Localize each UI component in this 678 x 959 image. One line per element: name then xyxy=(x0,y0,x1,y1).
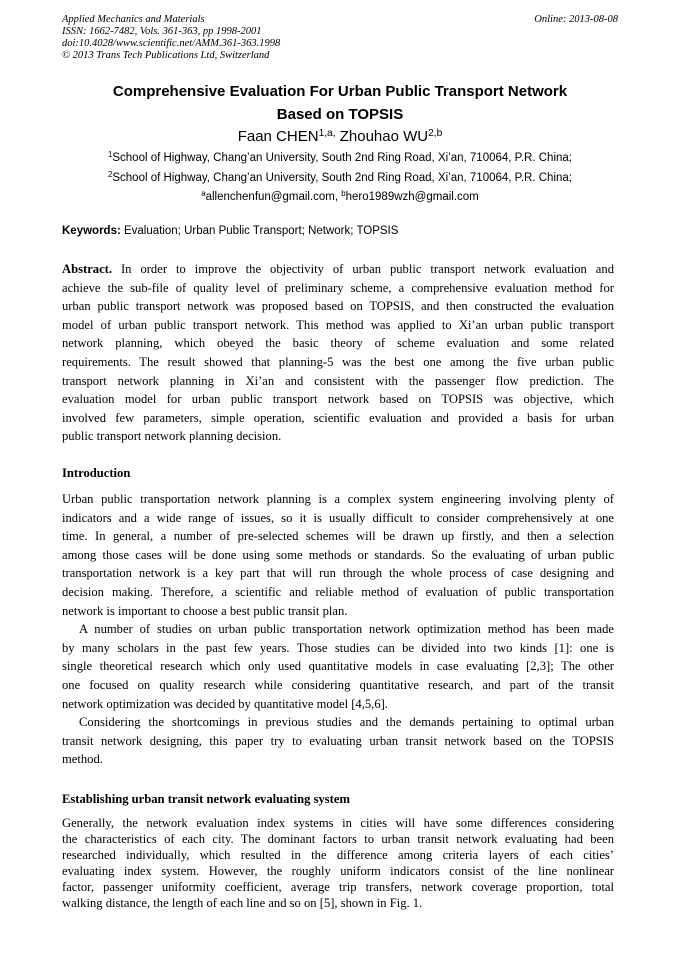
abstract-line: urban public transport network was proposed based on TOPSIS, and then constructed the evaluation xyxy=(62,299,614,314)
author-2-sup: 2,b xyxy=(428,127,443,139)
section-heading-evaluating-system: Establishing urban transit network evaluating system xyxy=(62,792,350,806)
paragraph-line: by many scholars in the past few years. Those studies can be divided into two kinds [1]: one is xyxy=(62,640,614,655)
abstract-line-text: In order to improve the objectivity of urban public transport network evaluation and xyxy=(112,262,614,276)
journal-header xyxy=(62,14,618,62)
abstract-line: public transport network planning decision. xyxy=(62,429,282,444)
abstract-line: involved few parameters, simple operation, scientific evaluation and provided a basis for urban xyxy=(62,410,614,425)
affiliation-1-text: School of Highway, Chang’an University, South 2nd Ring Road, Xi’an, 710064, P.R. China; xyxy=(112,152,572,164)
paragraph-line: among those cases will be done using some methods or standards. So the evaluating of urban public xyxy=(62,547,614,562)
paragraph-line: method. xyxy=(62,752,103,767)
online-date: Online: 2013-08-08 xyxy=(534,14,618,25)
doi-line: doi:10.4028/www.scientific.net/AMM.361-363.1998 xyxy=(62,38,281,49)
email-a-sup: a xyxy=(201,189,206,199)
paragraph-line: one focused on quality research while considering quantitative research, and part of the transit xyxy=(62,677,614,692)
paragraph-line: Urban public transportation network planning is a complex system engineering involving plenty of xyxy=(62,492,614,506)
email-b-sup: b xyxy=(341,189,346,199)
abstract-line: model of urban public transport network. This method was applied to Xi’an urban public transport xyxy=(62,317,614,332)
paragraph-line: walking distance, the length of each line and so on [5], shown in Fig. 1. xyxy=(62,896,423,910)
email-a: allenchenfun@gmail.com, xyxy=(205,191,342,203)
paragraph-line: network is important to choose a best public transit plan. xyxy=(62,603,348,618)
author-1-sup: 1,a, xyxy=(318,127,336,139)
abstract-label: Abstract. xyxy=(62,262,113,276)
paragraph-line: factor, passenger uniformity coefficient, average trip transfers, network coverage proportion, total xyxy=(62,880,614,894)
affiliation-2-sup: 2 xyxy=(108,170,113,180)
issn-line: ISSN: 1662-7482, Vols. 361-363, pp 1998-2001 xyxy=(62,26,262,37)
paragraph-line: single theoretical research which only used quantitative models in case evaluating [2,3]; The other xyxy=(62,659,614,674)
paragraph-line: evaluating index system. However, the roughly uniform indicators consist of the line nonlinear xyxy=(62,864,614,878)
abstract-line: requirements. The result showed that planning-5 was the best one among the five urban public xyxy=(62,354,614,369)
abstract-line: transport network planning in Xi’an and consistent with the passenger flow prediction. The xyxy=(62,373,614,388)
paragraph-line: transportation network is a key part that will run through the whole process of case designing and xyxy=(62,566,614,581)
abstract-line xyxy=(62,260,614,279)
intro-paragraph-1 xyxy=(62,490,614,769)
paragraph-line: A number of studies on urban public transportation network optimization method has been made xyxy=(79,622,614,637)
paper-title xyxy=(62,80,618,126)
paragraph-line: researched individually, which resulted in the difference among criteria layers of each cities’ xyxy=(62,848,614,862)
keywords xyxy=(62,224,618,238)
paragraph-line: the characteristics of each city. The dominant factors to urban transit network evaluating had been xyxy=(62,832,614,846)
keywords-label: Keywords: xyxy=(62,225,121,237)
journal-name: Applied Mechanics and Materials xyxy=(62,14,205,25)
title-line-2: Based on TOPSIS xyxy=(276,106,404,123)
author-1-name: Faan CHEN xyxy=(237,128,319,145)
paragraph-line: decision making. Therefore, a scientific and reliable method of evaluation of public transportation xyxy=(62,584,614,599)
paragraph-line: indicators and a wide range of issues, so it is usually difficult to consider comprehensively at one xyxy=(62,510,614,525)
paragraph-line: Considering the shortcomings in previous studies and the demands pertaining to optimal urban xyxy=(79,715,614,730)
paragraph-line: time. In general, a number of pre-selected schemes will be drawn up firstly, and then a selection xyxy=(62,529,614,544)
section-heading-introduction: Introduction xyxy=(62,466,131,480)
abstract-line: evaluation model for urban public transport network based on TOPSIS was objective, which xyxy=(62,392,614,407)
paragraph-line: transit network designing, this paper try to evaluating urban transit network based on the TOPSIS xyxy=(62,733,614,748)
email-b: hero1989wzh@gmail.com xyxy=(345,191,479,203)
abstract-line: network planning, which obeyed the basic theory of scheme evaluation and some related xyxy=(62,336,614,351)
copyright-line: © 2013 Trans Tech Publications Ltd, Switzerland xyxy=(62,50,270,61)
title-line-1: Comprehensive Evaluation For Urban Public Transport Network xyxy=(112,83,568,100)
paragraph-line: Generally, the network evaluation index systems in cities will have some differences considering xyxy=(62,816,614,830)
abstract xyxy=(62,260,614,446)
email-line xyxy=(62,190,618,204)
affiliation-2 xyxy=(62,171,618,185)
author-2-name: Zhouhao WU xyxy=(335,128,429,145)
abstract-line: achieve the sub-file of quality level of preliminary scheme, a comprehensive evaluation method for xyxy=(62,280,614,295)
keywords-text: Evaluation; Urban Public Transport; Network; TOPSIS xyxy=(120,225,399,237)
affiliation-1-sup: 1 xyxy=(108,150,113,160)
author-list xyxy=(62,128,618,146)
paragraph-line: network optimization was decided by quantitative model [4,5,6]. xyxy=(62,696,388,711)
section2-paragraph-1 xyxy=(62,815,614,911)
affiliation-1 xyxy=(62,151,618,165)
affiliation-2-text: School of Highway, Chang’an University, South 2nd Ring Road, Xi’an, 710064, P.R. China; xyxy=(112,172,572,184)
